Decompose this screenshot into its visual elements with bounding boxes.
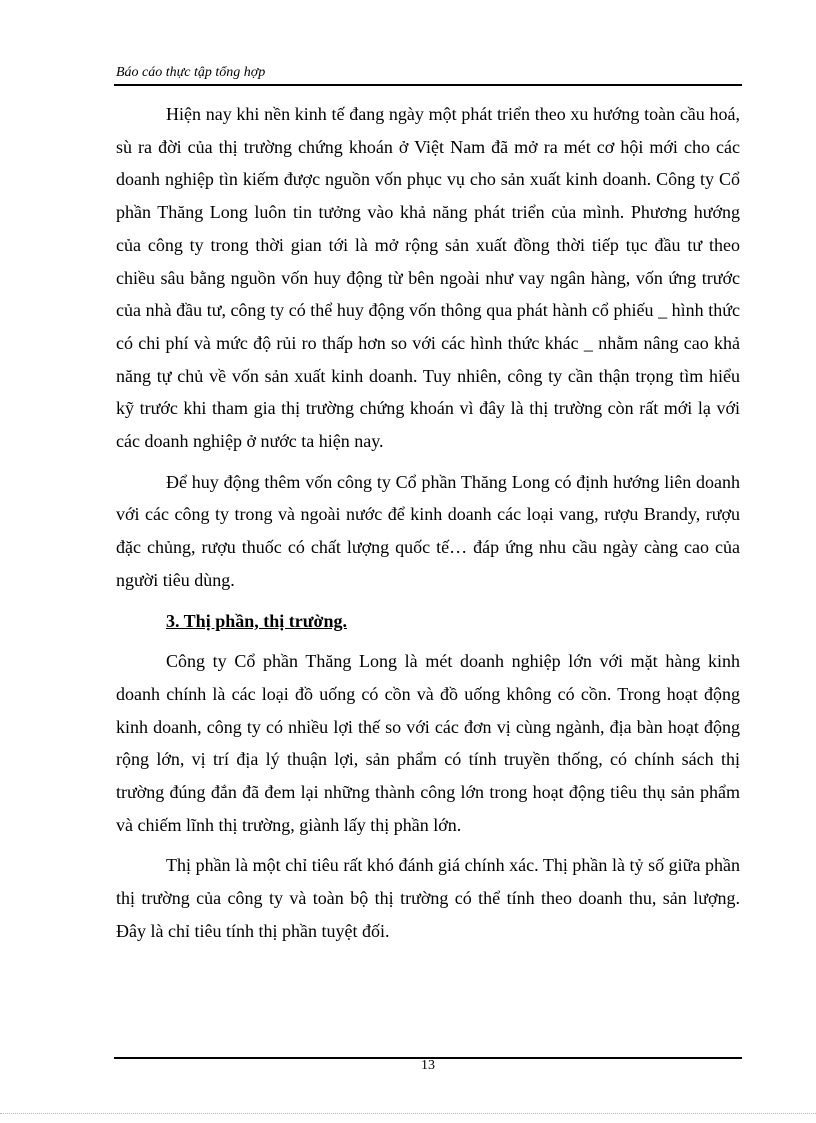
page-number: 13 [421,1058,435,1073]
section-heading: 3. Thị phần, thị trường. [166,610,347,631]
running-header: Báo cáo thực tập tổng hợp [116,65,266,80]
document-body [116,98,740,956]
page-boundary [0,1113,816,1114]
body-paragraph: Hiện nay khi nền kinh tế đang ngày một phát triển theo xu hướng toàn cầu hoá, sù ra đời của thị trường chứng khoán ở Việt Nam đã mở ra mét cơ hội mới cho các doanh nghiệp tìn kiếm được nguồn vốn phục vụ cho sản xuất kinh doanh. Công ty Cổ phần Thăng Long luôn tin tưởng vào khả năng phát triển của mình. Phương hướng của công ty trong thời gian tới là mở rộng sản xuất đồng thời tiếp tục đầu tư theo chiều sâu bằng nguồn vốn huy động từ bên ngoài như vay ngân hàng, vốn ứng trước của nhà đầu tư, công ty có thể huy động vốn thông qua phát hành cổ phiếu _ hình thức có chi phí và mức độ rủi ro thấp hơn so với các hình thức khác _ nhằm nâng cao khả năng tự chủ về vốn sản xuất kinh doanh. Tuy nhiên, công ty cần thận trọng tìm hiểu kỹ trước khi tham gia thị trường chứng khoán vì đây là thị trường còn rất mới lạ với các doanh nghiệp ở nước ta hiện nay. [116,104,740,452]
header-divider [114,84,742,86]
body-paragraph: Để huy động thêm vốn công ty Cổ phần Thăng Long có định hướng liên doanh với các công ty trong và ngoài nước để kinh doanh các loại vang, rượu Brandy, rượu đặc chủng, rượu thuốc có chất lượng quốc tế… đáp ứng nhu cầu ngày càng cao của người tiêu dùng. [116,471,740,590]
body-paragraph: Công ty Cổ phần Thăng Long là mét doanh nghiệp lớn với mặt hàng kinh doanh chính là các loại đồ uống có cồn và đồ uống không có cồn. Trong hoạt động kinh doanh, công ty có nhiều lợi thế so với các đơn vị cùng ngành, địa bàn hoạt động rộng lớn, vị trí địa lý thuận lợi, sản phẩm có tính truyền thống, có chính sách thị trường đúng đắn đã đem lại những thành công lớn trong hoạt động tiêu thụ sản phẩm và chiếm lĩnh thị trường, giành lấy thị phần lớn. [116,651,740,835]
body-paragraph: Thị phần là một chỉ tiêu rất khó đánh giá chính xác. Thị phần là tỷ số giữa phần thị trường của công ty và toàn bộ thị trường có thể tính theo doanh thu, sản lượng. Đây là chỉ tiêu tính thị phần tuyệt đối. [116,855,740,941]
